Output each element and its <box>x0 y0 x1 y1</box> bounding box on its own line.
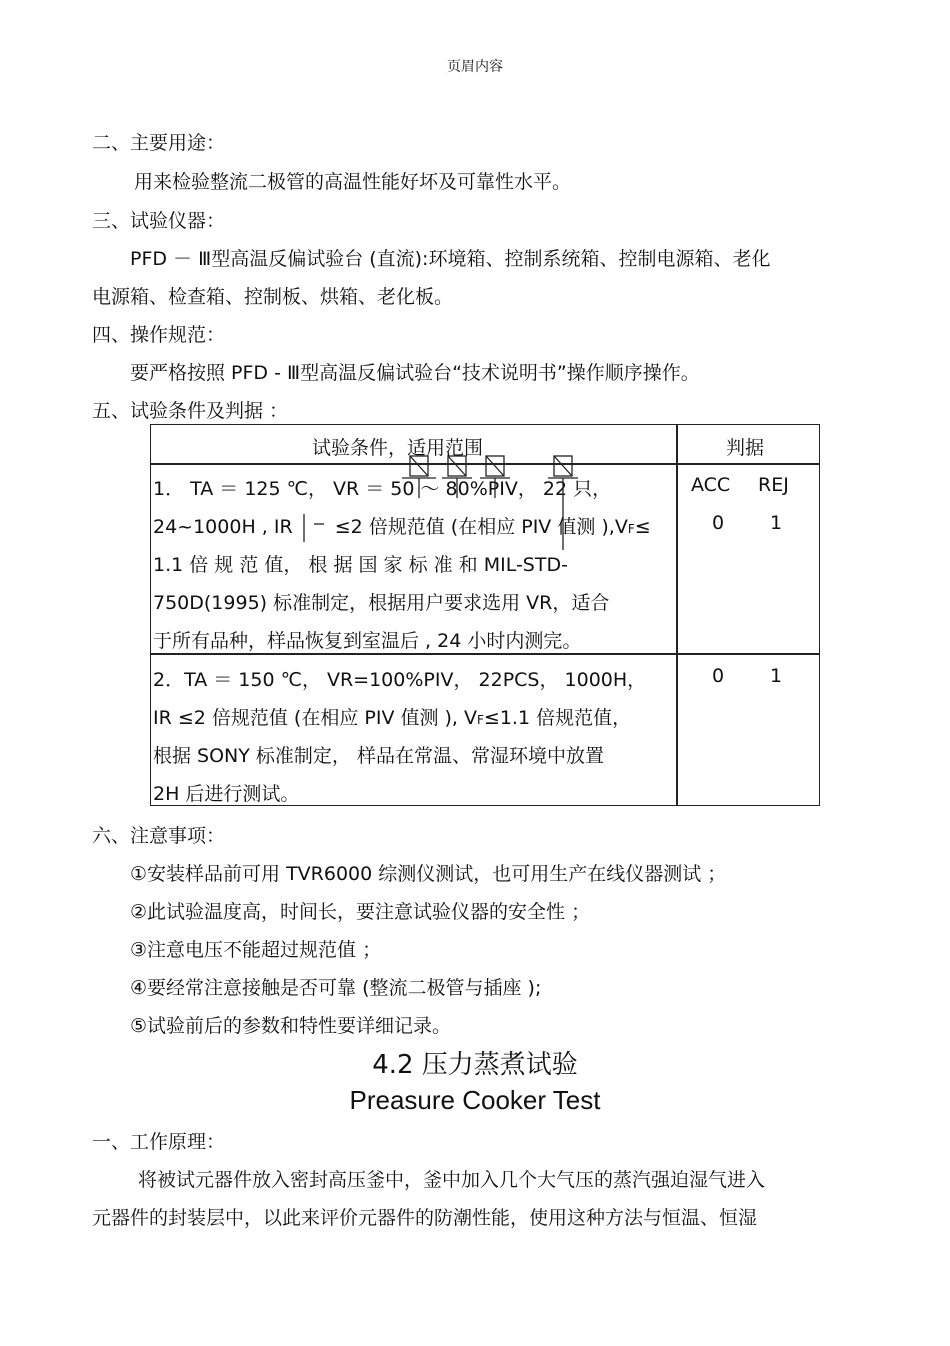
page-header: 页眉内容 <box>447 59 503 75</box>
acc-label: ACC <box>691 474 731 496</box>
row1-line2-c: ≤ <box>634 516 651 538</box>
row2-line1: 2．TA ＝ 150 ℃， VR=100%PIV， 22PCS， 1000H， <box>153 669 647 691</box>
row2-line2-a: IR ≤2 倍规范值 (在相应 PIV 值测 ), V <box>153 707 478 729</box>
row1-line2-sub: F <box>627 522 635 536</box>
table-header-judgement: 判据 <box>726 437 765 459</box>
row1-acc: 0 <box>712 512 725 534</box>
note-item-4: ④要经常注意接触是否可靠 (整流二极管与插座 ); <box>130 977 542 999</box>
sec1b-line1: 将被试元器件放入密封高压釜中，釜中加入几个大气压的蒸汽强迫湿气进入 <box>138 1169 766 1191</box>
scan-artifact-marks <box>300 452 590 562</box>
row1-line4: 750D(1995) 标准制定，根据用户要求选用 VR，适合 <box>153 592 610 614</box>
sec2-text: 用来检验整流二极管的高温性能好坏及可靠性水平。 <box>134 171 572 193</box>
table-header-conditions: 试验条件，适用范围 <box>312 437 484 459</box>
row1-line1: 1． TA ＝ 125 ℃， VR ＝ 50 ～ 80%PIV， 22 只， <box>153 478 612 500</box>
sec1b-heading: 一、工作原理： <box>92 1131 226 1153</box>
row1-line3: 1.1 倍 规 范 值， 根 据 国 家 标 准 和 MIL-STD- <box>153 554 568 576</box>
note-item-1: ①安装样品前可用 TVR6000 综测仪测试，也可用生产在线仪器测试 ； <box>130 863 727 885</box>
row2-line2-sub: F <box>477 713 484 727</box>
table-row-divider <box>150 653 820 655</box>
row2-line2 <box>153 703 631 730</box>
row2-line4: 2H 后进行测试。 <box>153 783 300 805</box>
row2-line3: 根据 SONY 标准制定， 样品在常温、常湿环境中放置 <box>153 745 604 767</box>
section-subtitle: Preasure Cooker Test <box>349 1085 601 1115</box>
sec4-heading: 四、操作规范： <box>92 324 226 346</box>
sec3-line2: 电源箱、检查箱、控制板、烘箱、老化板。 <box>92 286 454 308</box>
table-column-divider <box>676 424 678 806</box>
sec2-heading: 二、主要用途： <box>92 132 226 154</box>
sec1b-line2: 元器件的封装层中，以此来评价元器件的防潮性能，使用这种方法与恒温、恒湿 <box>92 1207 758 1229</box>
row2-acc: 0 <box>712 665 725 687</box>
note-item-5: ⑤试验前后的参数和特性要详细记录。 <box>130 1015 452 1037</box>
row1-rej: 1 <box>770 512 783 534</box>
sec6-heading: 六、注意事项： <box>92 825 226 847</box>
section-title: 4.2 压力蒸煮试验 <box>372 1050 578 1080</box>
sec3-line1: PFD － Ⅲ型高温反偏试验台 (直流):环境箱、控制系统箱、控制电源箱、老化 <box>130 248 771 270</box>
row1-line5: 于所有品种，样品恢复到室温后 , 24 小时内测完。 <box>153 630 582 652</box>
row1-line2-b: ≤2 倍规范值 (在相应 PIV 值测 ),V <box>334 516 628 538</box>
row2-rej: 1 <box>770 665 783 687</box>
sec5-heading: 五、试验条件及判据 ： <box>92 400 289 422</box>
note-item-3: ③注意电压不能超过规范值 ； <box>130 939 382 961</box>
sec3-heading: 三、试验仪器： <box>92 210 226 232</box>
row2-line2-c: ≤1.1 倍规范值， <box>483 707 632 729</box>
note-item-2: ②此试验温度高，时间长，要注意试验仪器的安全性 ； <box>130 901 591 923</box>
row1-line2-a: 24~1000H , IR <box>153 516 299 538</box>
sec4-text: 要严格按照 PFD - Ⅲ型高温反偏试验台“技术说明书”操作顺序操作。 <box>130 362 700 384</box>
rej-label: REJ <box>758 474 789 496</box>
